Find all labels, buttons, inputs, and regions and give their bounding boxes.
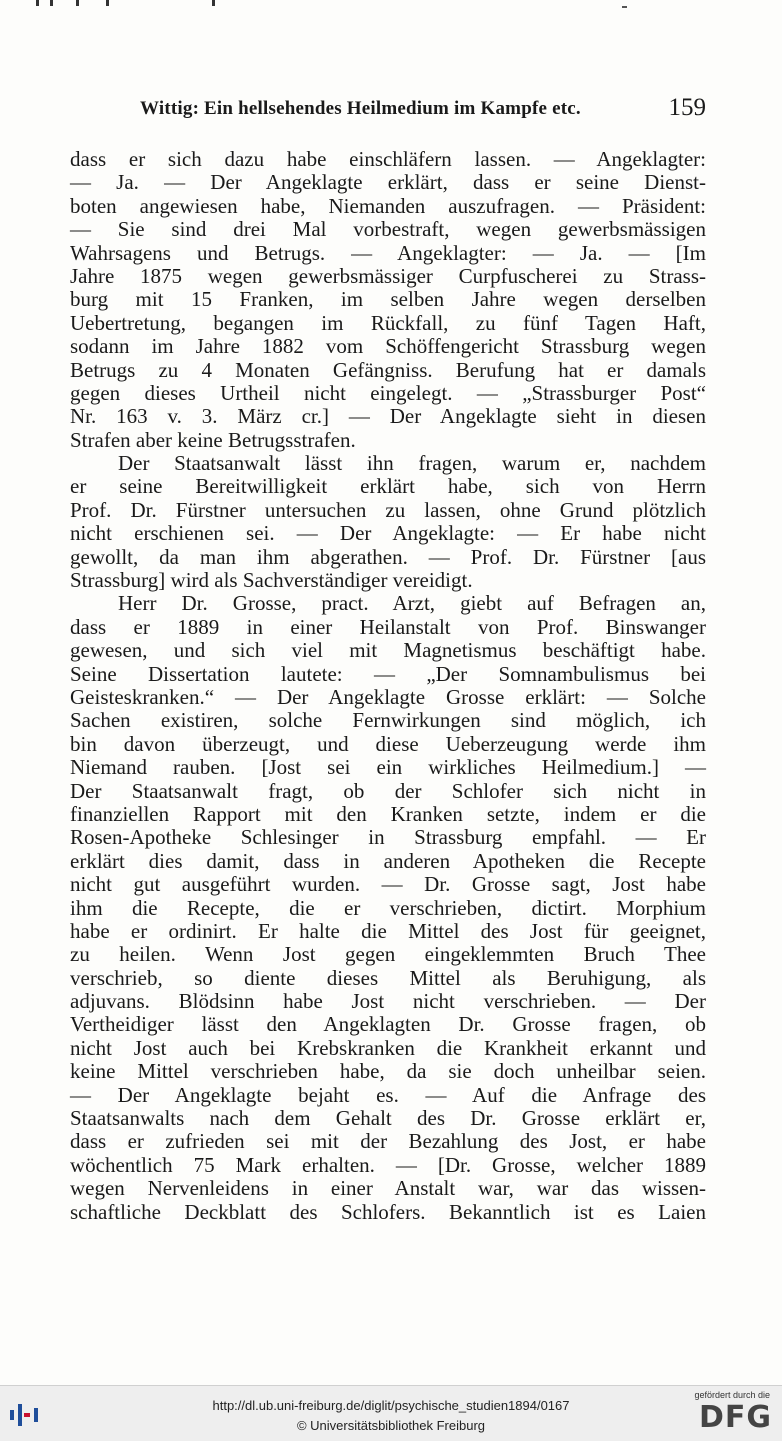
text-line: schaftliche Deckblatt des Schlofers. Bekanntlich ist es Laien (70, 1199, 706, 1224)
text-line: gewollt, da man ihm abgerathen. — Prof. Dr. Fürstner [aus (70, 544, 706, 569)
text-line: Jahre 1875 wegen gewerbsmässiger Curpfuscherei zu Strass- (70, 263, 706, 288)
text-line: Staatsanwalts nach dem Gehalt des Dr. Grosse erklärt er, (70, 1106, 706, 1131)
text-line: zu heilen. Wenn Jost gegen eingeklemmten Bruch Thee (70, 942, 706, 967)
source-url-link[interactable]: http://dl.ub.uni-freiburg.de/diglit/psychische_studien1894/0167 (212, 1398, 570, 1413)
scan-artifacts (36, 0, 236, 10)
text-line: wegen Nervenleidens in einer Anstalt war, war das wissen- (70, 1176, 706, 1201)
text-line: keine Mittel verschrieben habe, da sie doch unheilbar seien. (70, 1059, 706, 1084)
text-line: bin davon überzeugt, und diese Ueberzeugung werde ihm (70, 731, 706, 756)
text-line: dass er sich dazu habe einschläfern lassen. — Angeklagter: (70, 147, 706, 171)
text-line: gegen dieses Urtheil nicht eingelegt. — „Strassburger Post“ (70, 380, 706, 405)
scan-artifact-dot (622, 6, 627, 8)
text-line: Rosen-Apotheke Schlesinger in Strassburg empfahl. — Er (70, 825, 706, 850)
text-line: er seine Bereitwilligkeit erklärt habe, sich von Herrn (70, 474, 706, 499)
text-line: verschrieb, so diente dieses Mittel als Beruhigung, als (70, 965, 706, 990)
text-line: Wahrsagens und Betrugs. — Angeklagter: — Ja. — [Im (70, 240, 706, 265)
copyright-notice: © Universitätsbibliothek Freiburg (296, 1418, 486, 1433)
text-line: — Ja. — Der Angeklagte erklärt, dass er seine Dienst- (70, 170, 706, 195)
text-line: Herr Dr. Grosse, pract. Arzt, giebt auf Befragen an, (118, 591, 706, 616)
text-line: Vertheidiger lässt den Angeklagten Dr. Grosse fragen, ob (70, 1012, 706, 1037)
running-head-title: Wittig: Ein hellsehendes Heilmedium im Kampfe etc. (140, 98, 581, 119)
text-line: finanziellen Rapport mit den Kranken setzte, indem er die (70, 801, 706, 826)
text-line: ihm die Recepte, die er verschrieben, dictirt. Morphium (70, 895, 706, 920)
text-line: Nr. 163 v. 3. März cr.] — Der Angeklagte sieht in diesen (70, 404, 706, 429)
text-line: Uebertretung, begangen im Rückfall, zu fünf Tagen Haft, (70, 310, 706, 335)
dfg-logo: DFG (698, 1400, 772, 1435)
text-line: Betrugs zu 4 Monaten Gefängniss. Berufung hat er damals (70, 357, 706, 382)
text-line: Prof. Dr. Fürstner untersuchen zu lassen, ohne Grund plötzlich (70, 497, 706, 522)
text-line: adjuvans. Blödsinn habe Jost nicht verschrieben. — Der (70, 989, 706, 1014)
page-number: 159 (668, 94, 706, 121)
dfg-tagline: gefördert durch die (694, 1390, 770, 1400)
text-line: Strassburg] wird als Sachverständiger vereidigt. (70, 568, 473, 593)
body-text (70, 148, 706, 1224)
text-line: Geisteskranken.“ — Der Angeklagte Grosse erklärt: — Solche (70, 684, 706, 709)
text-line: nicht gut ausgeführt wurden. — Dr. Grosse sagt, Jost habe (70, 872, 706, 897)
text-line: nicht Jost auch bei Krebskranken die Krankheit erkannt und (70, 1035, 706, 1060)
text-line: wöchentlich 75 Mark erhalten. — [Dr. Grosse, welcher 1889 (70, 1152, 706, 1177)
text-line: burg mit 15 Franken, im selben Jahre wegen derselben (70, 287, 706, 312)
text-line: dass er zufrieden sei mit der Bezahlung des Jost, er habe (70, 1129, 706, 1154)
text-line: habe er ordinirt. Er halte die Mittel des Jost für geeignet, (70, 918, 706, 943)
viewer-footer (0, 1385, 782, 1441)
running-head (140, 94, 706, 124)
text-line: dass er 1889 in einer Heilanstalt von Prof. Binswanger (70, 614, 706, 639)
text-line: Niemand rauben. [Jost sei ein wirkliches Heilmedium.] — (70, 755, 706, 780)
text-line: gewesen, und sich viel mit Magnetismus beschäftigt habe. (70, 638, 706, 663)
text-line: erklärt dies damit, dass in anderen Apotheken die Recepte (70, 848, 706, 873)
text-line: Strafen aber keine Betrugsstrafen. (70, 427, 356, 452)
text-line: Sachen existiren, solche Fernwirkungen sind möglich, ich (70, 708, 706, 733)
text-line: boten angewiesen habe, Niemanden auszufragen. — Präsident: (70, 193, 706, 218)
text-line: Der Staatsanwalt lässt ihn fragen, warum er, nachdem (118, 451, 706, 476)
text-line: Seine Dissertation lautete: — „Der Somnambulismus bei (70, 661, 706, 686)
text-line: — Der Angeklagte bejaht es. — Auf die Anfrage des (70, 1082, 706, 1107)
text-line: sodann im Jahre 1882 vom Schöffengericht Strassburg wegen (70, 334, 706, 359)
text-line: — Sie sind drei Mal vorbestraft, wegen gewerbsmässigen (70, 217, 706, 242)
text-line: nicht erschienen sei. — Der Angeklagte: — Er habe nicht (70, 521, 706, 546)
text-line: Der Staatsanwalt fragt, ob der Schlofer sich nicht in (70, 778, 706, 803)
